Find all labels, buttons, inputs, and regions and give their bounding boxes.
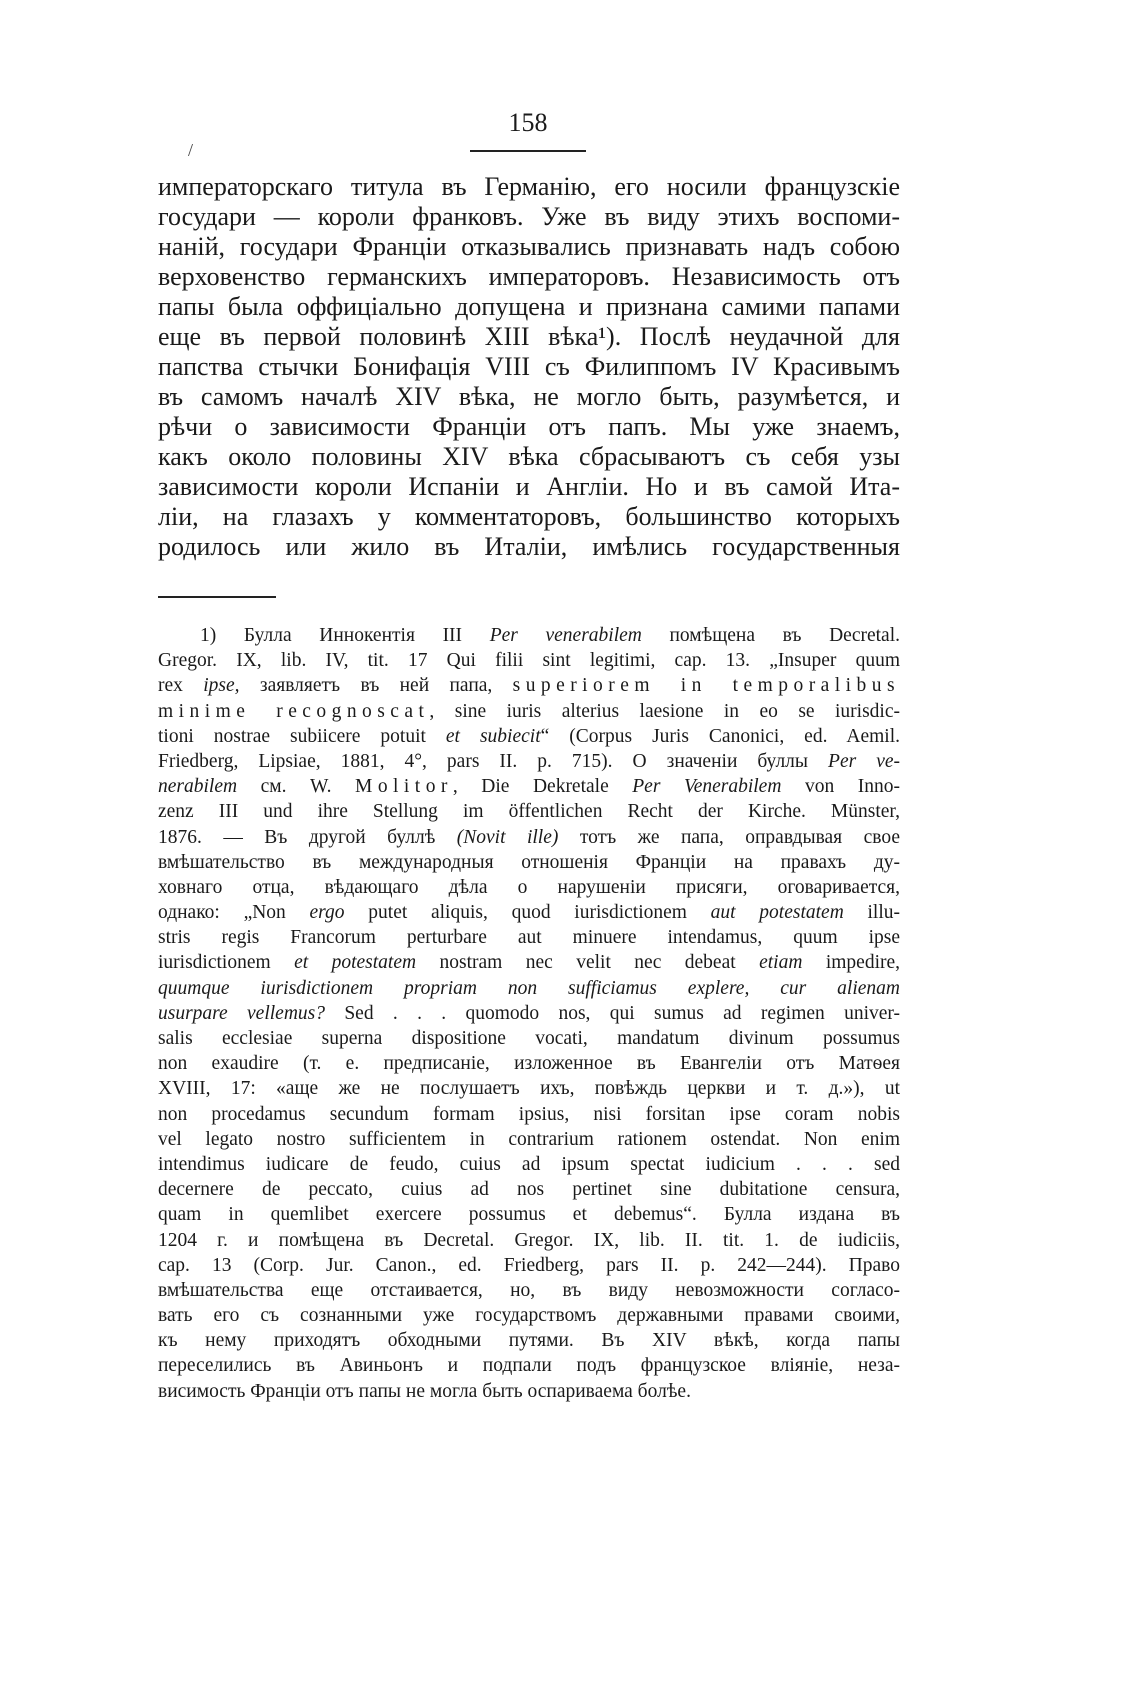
footnote-line [158, 1278, 900, 1303]
text-segment: переселились въ Авиньонъ и подпали подъ французское вліяніе, неза- [158, 1355, 900, 1377]
text-segment: 1876. — Въ другой буллѣ [158, 826, 457, 848]
footnote-line [158, 774, 900, 799]
footnote-line [158, 1303, 900, 1328]
text-segment: какъ около половины XIV вѣка сбрасываютъ съ себя узы [158, 442, 900, 471]
text-segment: вмѣшательство въ международныя отношенія Франціи на правахъ ду- [158, 851, 900, 873]
spaced-text: minime recognoscat [158, 700, 430, 722]
text-segment: вмѣшательства еще отстаивается, но, въ виду невозможности согласо- [158, 1279, 900, 1301]
text-segment: еще въ первой половинѣ XIII вѣка¹). Послѣ неудачной для [158, 322, 900, 351]
text-segment: , sine iuris alterius laesione in eo se iurisdic- [429, 700, 900, 722]
footnote-divider [158, 596, 276, 598]
text-segment: non procedamus secundum formam ipsius, nisi forsitan ipse coram nobis [158, 1103, 900, 1125]
italic-text: nerabilem [158, 776, 238, 798]
spaced-text: superiorem in temporalibus [512, 675, 900, 697]
text-segment: , Die Dekretale [452, 776, 633, 798]
text-line [158, 442, 900, 472]
italic-text: usurpare vellemus? [158, 1002, 325, 1024]
text-segment: Friedberg, Lipsiae, 1881, 4°, pars II. p. 715). О значеніи буллы [158, 750, 829, 772]
italic-text: etiam [759, 952, 803, 974]
text-segment: zenz III und ihre Stellung im öffentlichen Recht der Kirche. Münster, [158, 801, 900, 823]
italic-text: ipse, [203, 675, 240, 697]
text-line [158, 472, 900, 502]
footnote-line [158, 799, 900, 824]
footnote-line [158, 1202, 900, 1227]
text-segment: зависимости короли Испаніи и Англіи. Но и въ самой Ита- [158, 472, 900, 501]
text-line [158, 202, 900, 232]
italic-text: et potestatem [294, 952, 417, 974]
footnote-line [158, 1353, 900, 1378]
text-line [158, 172, 900, 202]
footnote-line [158, 1051, 900, 1076]
footnote [158, 623, 900, 1404]
text-segment: ховнаго отца, вѣдающаго дѣла о нарушеніи присяги, оговаривается, [158, 876, 900, 898]
text-segment: папства стычки Бонифація VIII съ Филиппомъ IV Красивымъ [158, 352, 900, 381]
footnote-line [158, 1228, 900, 1253]
text-segment: XVIII, 17: «аще же не послушаетъ ихъ, повѣждь церкви и т. д.»), ut [158, 1078, 900, 1100]
text-segment: тотъ же папа, оправдывая свое [558, 826, 900, 848]
text-segment: 1) Булла Иннокентія III [200, 625, 490, 646]
text-line [158, 352, 900, 382]
text-segment: quam in quemlibet exercere possumus et debemus“. Булла издана въ [158, 1204, 900, 1226]
text-line [158, 262, 900, 292]
text-segment: Gregor. IX, lib. IV, tit. 17 Qui filii sint legitimi, cap. 13. „Insuper quum [158, 650, 900, 672]
text-segment: “ (Corpus Juris Canonici, ed. Aemil. [540, 725, 900, 747]
italic-text: (Novit ille) [456, 826, 559, 848]
footnote-line [158, 850, 900, 875]
text-segment: папы была оффиціально допущена и признана самими папами [158, 292, 900, 321]
text-segment: intendimus iudicare de feudo, cuius ad ipsum spectat iudicium . . . sed [158, 1153, 900, 1175]
text-segment: однако: „Non [158, 902, 310, 924]
italic-text: Per venerabilem [489, 625, 642, 646]
page-number: 158 [508, 108, 548, 137]
footnote-line [158, 1102, 900, 1127]
italic-text: quumque iurisdictionem propriam non sufficiamus explere, cur alienam [158, 977, 900, 999]
text-segment: государи — короли франковъ. Уже въ виду этихъ воспоми- [158, 202, 900, 231]
italic-text: Per ve- [828, 750, 900, 772]
text-segment: decernere de peccato, cuius ad nos pertinet sine dubitatione censura, [158, 1179, 900, 1201]
footnote-line [158, 950, 900, 975]
text-segment: императорскаго титула въ Германію, его носили французскіе [158, 172, 900, 201]
text-segment: salis ecclesiae superna dispositione vocati, mandatum divinum possumus [158, 1028, 900, 1049]
text-segment: вать его съ сознанными уже государствомъ державными правами своими, [158, 1305, 900, 1327]
text-segment: cap. 13 (Corp. Jur. Canon., ed. Friedberg, pars II. p. 242—244). Право [158, 1254, 900, 1276]
text-segment: stris regis Francorum perturbare aut minuere intendamus, quum ipse [158, 927, 900, 949]
text-line [158, 382, 900, 412]
text-segment: къ нему приходятъ обходными путями. Въ XIV вѣкѣ, когда папы [158, 1330, 900, 1352]
footnote-line [158, 749, 900, 774]
text-segment: rex [158, 675, 204, 697]
text-segment: верховенство германскихъ императоровъ. Независимость отъ [158, 262, 900, 291]
text-segment: putet aliquis, quod iurisdictionem [344, 902, 711, 924]
footnote-line [158, 1177, 900, 1202]
text-line [158, 532, 900, 562]
footnote-line [158, 825, 900, 850]
text-line [158, 322, 900, 352]
text-line [158, 232, 900, 262]
text-line [158, 502, 900, 532]
footnote-line [158, 1328, 900, 1353]
footnote-line [158, 648, 900, 673]
italic-text: Per Venerabilem [632, 776, 782, 798]
text-segment: рѣчи о зависимости Франціи отъ папъ. Мы уже знаемъ, [158, 412, 900, 441]
spaced-text: Molitor [355, 776, 453, 798]
text-segment: заявляетъ въ ней папа, [239, 675, 513, 697]
footnote-line [158, 1152, 900, 1177]
margin-mark: / [188, 140, 194, 160]
text-segment: наній, государи Франціи отказывались признавать надъ собою [158, 232, 900, 261]
text-segment: Sed . . . quomodo nos, qui sumus ad regimen univer- [325, 1002, 900, 1024]
text-segment: impedire, [802, 952, 900, 974]
footnote-line [158, 1026, 900, 1051]
italic-text: ergo [309, 902, 345, 924]
text-segment: родилось или жило въ Италіи, имѣлись государственныя [158, 532, 900, 561]
footnote-line [158, 1001, 900, 1026]
footnote-line [158, 673, 900, 698]
text-segment: помѣщена въ Decretal. [641, 625, 900, 646]
text-segment: въ самомъ началѣ XIV вѣка, не могло быть, разумѣется, и [158, 382, 900, 411]
page-number-underline [470, 150, 586, 152]
footnote-line [158, 724, 900, 749]
text-segment: non exaudire (т. е. предписаніе, изложенное въ Евангеліи отъ Матѳея [158, 1053, 900, 1075]
text-segment: 1204 г. и помѣщена въ Decretal. Gregor. IX, lib. II. tit. 1. de iudiciis, [158, 1229, 900, 1251]
footnote-line [158, 699, 900, 724]
footnote-line [158, 976, 900, 1001]
footnote-line [158, 1379, 900, 1404]
footnote-line [158, 623, 900, 648]
italic-text: aut potestatem [710, 902, 844, 924]
text-segment: висимость Франціи отъ папы не могла быть оспариваема болѣе. [158, 1380, 691, 1402]
text-segment: iurisdictionem [158, 952, 295, 974]
text-segment: illu- [843, 902, 900, 924]
text-segment: ліи, на глазахъ у комментаторовъ, большинство которыхъ [158, 502, 900, 531]
text-line [158, 412, 900, 442]
text-line [158, 292, 900, 322]
main-text [158, 172, 900, 562]
text-segment: nostram nec velit nec debeat [416, 952, 760, 974]
footnote-line [158, 900, 900, 925]
text-segment: von Inno- [781, 776, 900, 798]
text-segment: tioni nostrae subiicere potuit [158, 725, 446, 747]
footnote-line [158, 875, 900, 900]
footnote-line [158, 1253, 900, 1278]
footnote-line [158, 1076, 900, 1101]
italic-text: et subiecit [445, 725, 541, 747]
text-segment: см. W. [237, 776, 356, 798]
footnote-line [158, 925, 900, 950]
text-segment: vel legato nostro sufficientem in contrarium rationem ostendat. Non enim [158, 1128, 900, 1150]
footnote-line [158, 1127, 900, 1152]
